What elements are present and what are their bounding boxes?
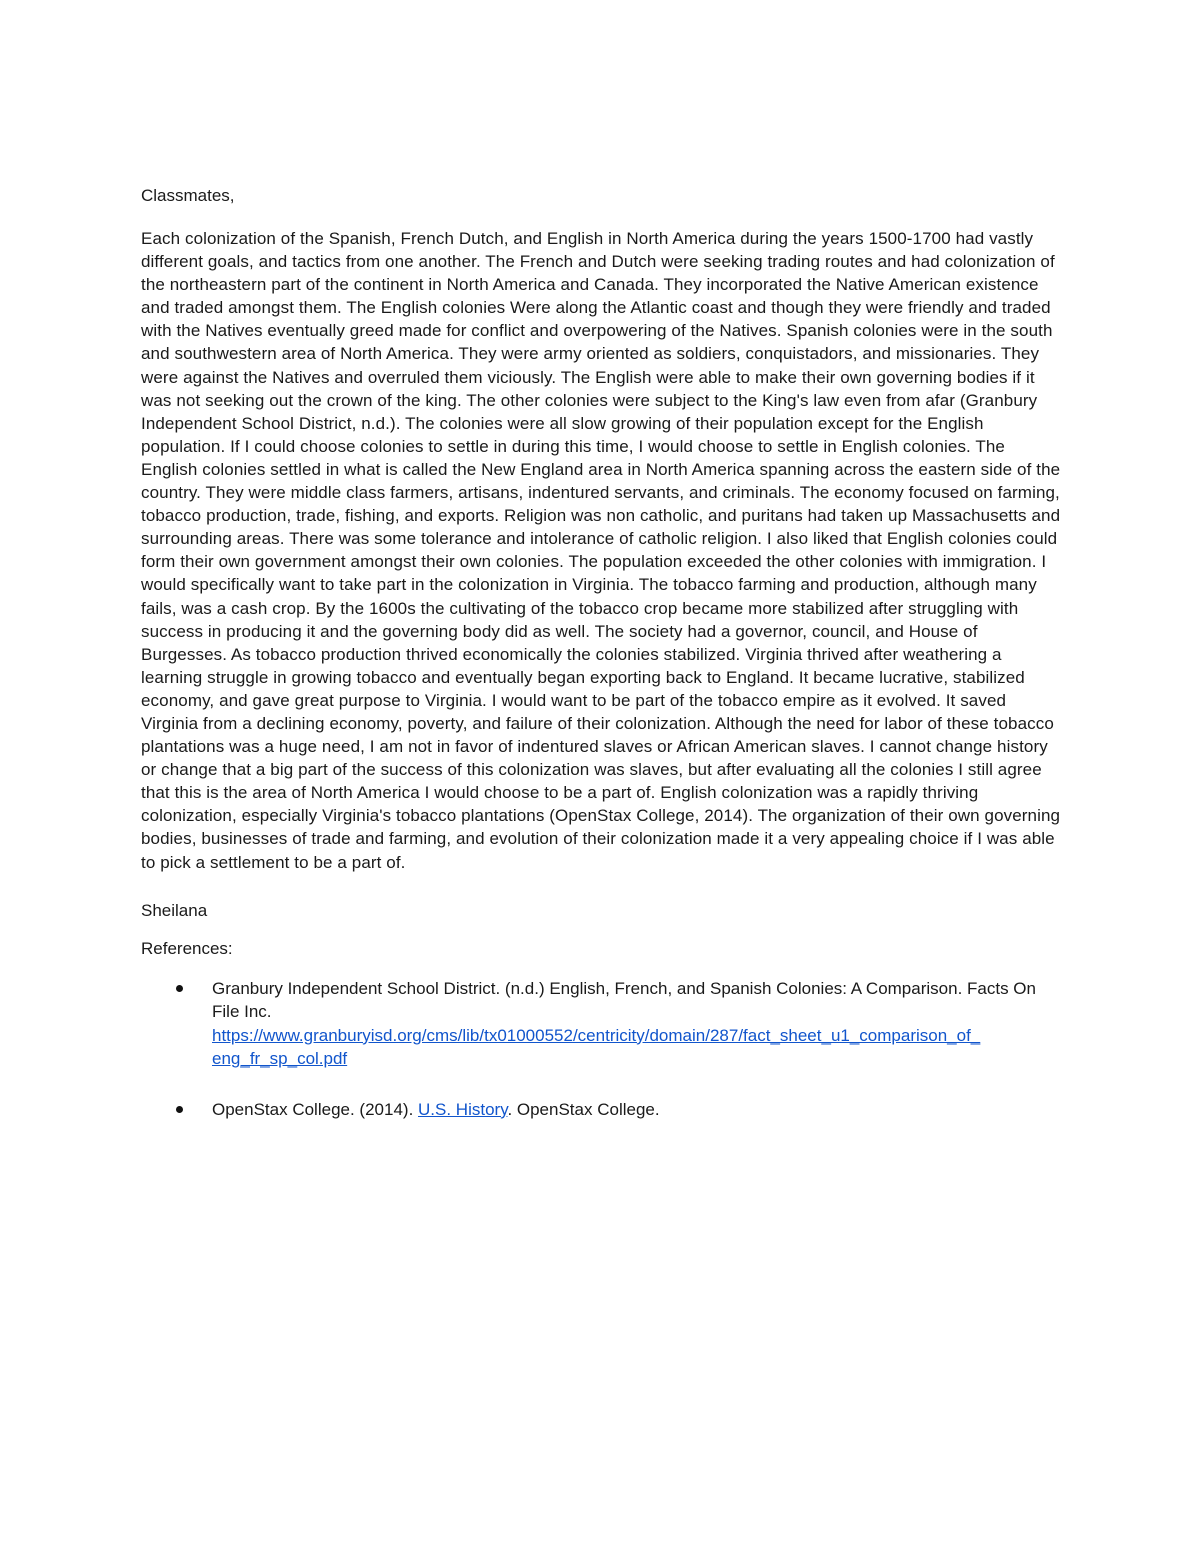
reference-url-line: eng_fr_sp_col.pdf: [212, 1049, 348, 1069]
body-paragraph: Each colonization of the Spanish, French Dutch, and English in North America during the years 1500-1700 had vastly different goals, and tactics from one another. The French and Dutch were seeking trading routes and had colonization of the northeastern part of the continent in North America and Canada. They incorporated the Native American existence and traded amongst them. The English colonies Were along the Atlantic coast and though they were friendly and traded with the Natives eventually greed made for conflict and overpowering of the Natives. Spanish colonies were in the south and southwestern area of North America. They were army oriented as soldiers, conquistadors, and missionaries. They were against the Natives and overruled them viciously. The English were able to make their own governing bodies if it was not seeking out the crown of the king. The other colonies were subject to the King's law even from afar (Granbury Independent School District, n.d.). The colonies were all slow growing of their population except for the English population. If I could choose colonies to settle in during this time, I would choose to settle in English colonies. The English colonies settled in what is called the New England area in North America spanning across the eastern side of the country. They were middle class farmers, artisans, indentured servants, and criminals. The economy focused on farming, tobacco production, trade, fishing, and exports. Religion was non catholic, and puritans had taken up Massachusetts and surrounding areas. There was some tolerance and intolerance of catholic religion. I also liked that English colonies could form their own government amongst their own colonies. The population exceeded the other colonies with immigration. I would specifically want to take part in the colonization in Virginia. The tobacco farming and production, although many fails, was a cash crop. By the 1600s the cultivating of the tobacco crop became more stabilized after struggling with success in producing it and the governing body did as well. The society had a governor, council, and House of Burgesses. As tobacco production thrived economically the colonies stabilized. Virginia thrived after weathering a learning struggle in growing tobacco and eventually began exporting back to England. It became lucrative, stabilized economy, and gave great purpose to Virginia. I would want to be part of the tobacco empire as it evolved. It saved Virginia from a declining economy, poverty, and failure of their colonization. Although the need for labor of these tobacco plantations was a huge need, I am not in favor of indentured slaves or African American slaves. I cannot change history or change that a big part of the success of this colonization was slaves, but after evaluating all the colonies I still agree that this is the area of North America I would choose to be a part of. English colonization was a rapidly thriving colonization, especially Virginia's tobacco plantations (OpenStax College, 2014). The organization of their own governing bodies, businesses of trade and farming, and evolution of their colonization made it a very appealing choice if I was able to pick a settlement to be a part of.: [141, 229, 1061, 872]
reference-item: [141, 1098, 1061, 1122]
reference-text-after: . OpenStax College.: [507, 1099, 660, 1119]
document-page: [141, 184, 1061, 1121]
reference-text: Granbury Independent School District. (n.d.) English, French, and Spanish Colonies: A Comparison. Facts On File Inc.: [212, 978, 1036, 1022]
bullet-icon: [176, 1106, 183, 1113]
references-heading: References:: [141, 938, 233, 958]
references-list: [141, 977, 1061, 1122]
reference-url-line: https://www.granburyisd.org/cms/lib/tx01000552/centricity/domain/287/fact_sheet_u1_comparison_of_: [212, 1025, 981, 1045]
reference-url-link[interactable]: [212, 1024, 1061, 1071]
signature: Sheilana: [141, 900, 208, 920]
reference-text-before: OpenStax College. (2014).: [212, 1099, 419, 1119]
reference-title-link[interactable]: U.S. History: [418, 1099, 508, 1119]
reference-item: [141, 977, 1061, 1071]
bullet-icon: [176, 985, 183, 992]
salutation: Classmates,: [141, 186, 235, 205]
